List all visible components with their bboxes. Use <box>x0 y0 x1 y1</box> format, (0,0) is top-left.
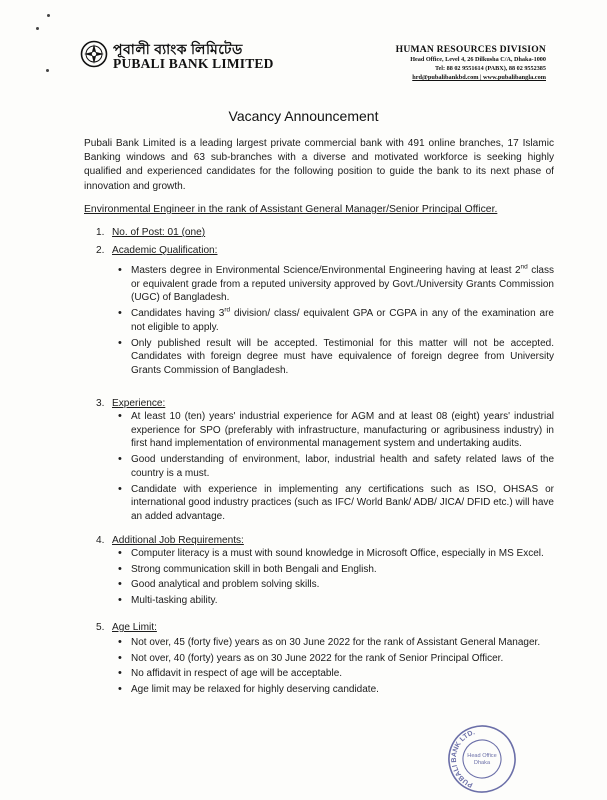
section-age-limit <box>96 622 157 633</box>
bank-emblem-icon <box>80 40 108 68</box>
section-additional-requirements <box>96 535 244 546</box>
office-address: Head Office, Level 4, 26 Dilkusha C/A, Dhaka-1000 <box>410 56 546 63</box>
section-number: 5. <box>96 622 105 633</box>
list-item: • Candidate with experience in implementing any certifications such as ISO, OHSAS or international good industry practices (such as IFC/ World Bank/ ADB/ JICA/ DFID etc.) will have an added advantage. <box>118 483 554 524</box>
section-number: 4. <box>96 535 105 546</box>
list-item: • Good analytical and problem solving skills. <box>118 578 554 592</box>
experience-list <box>118 410 554 526</box>
position-title: Environmental Engineer in the rank of Assistant General Manager/Senior Principal Officer. <box>84 204 498 215</box>
section-number: 1. <box>96 227 105 238</box>
list-item: • Age limit may be relaxed for highly deserving candidate. <box>118 683 554 697</box>
bank-name-bengali: পূবালী ব্যাংক লিমিটেড <box>113 43 243 58</box>
list-item: • At least 10 (ten) years' industrial experience for AGM and at least 08 (eight) years' industrial experience for SPO (preferably with infrastructure, manufacturing or agribusiness industry) in first hand implementation of environmental management system and undertaking audits. <box>118 410 554 451</box>
section-label: Experience: <box>112 398 166 409</box>
section-label: No. of Post: 01 (one) <box>112 227 206 238</box>
list-item: • Multi-tasking ability. <box>118 594 554 608</box>
email-website-links: hrd@pubalibankbd.com | www.pubalibangla.com <box>412 74 546 81</box>
section-number: 3. <box>96 398 105 409</box>
section-academic-qualification <box>96 245 217 256</box>
page-title: Vacancy Announcement <box>228 108 379 124</box>
head-office-stamp <box>446 723 518 795</box>
additional-requirements-list <box>118 547 554 610</box>
bank-logo <box>80 38 274 80</box>
section-label: Additional Job Requirements: <box>112 535 244 546</box>
bank-name-english: PUBALI BANK LIMITED <box>113 56 274 71</box>
section-experience <box>96 398 165 409</box>
stamp-center-line-1: Head Office <box>467 753 497 759</box>
list-item: • No affidavit in respect of age will be acceptable. <box>118 667 554 681</box>
academic-qualification-list <box>118 264 554 380</box>
division-name: HUMAN RESOURCES DIVISION <box>395 44 546 55</box>
list-item: • Not over, 45 (forty five) years as on 30 June 2022 for the rank of Assistant General Manager. <box>118 636 554 650</box>
section-label: Age Limit: <box>112 622 157 633</box>
list-item: • Candidates having 3rd division/ class/ equivalent GPA or CGPA in any of the examination are not eligible to apply. <box>118 307 554 334</box>
list-item: • Only published result will be accepted. Testimonial for this matter will not be accepted. Candidates with foreign degree must have equivalence of foreign degree from University Grants Commission of Bangladesh. <box>118 337 554 378</box>
telephone-numbers: Tel: 88 02 9551614 (PABX), 88 02 9552385 <box>434 65 546 72</box>
section-number-of-posts <box>96 227 205 238</box>
section-number: 2. <box>96 245 105 256</box>
stamp-center-line-2: Dhaka <box>473 760 491 766</box>
hr-division-contact <box>396 44 546 83</box>
intro-paragraph: Pubali Bank Limited is a leading largest private commercial bank with 491 online branches, 17 Islamic Banking windows and 63 sub-branches with a diverse and motivated workforce is seeking highly qualified and experienced candidates for the following position to guide the bank to its next phase of innovation and growth. <box>84 138 554 192</box>
list-item: • Strong communication skill in both Bengali and English. <box>118 563 554 577</box>
list-item: • Good understanding of environment, labor, industrial health and safety related laws of the country is a must. <box>118 453 554 480</box>
age-limit-list <box>118 636 554 699</box>
list-item: • Not over, 40 (forty) years as on 30 June 2022 for the rank of Senior Principal Officer. <box>118 652 554 666</box>
list-item: • Computer literacy is a must with sound knowledge in Microsoft Office, especially in MS Excel. <box>118 547 554 561</box>
section-label: Academic Qualification: <box>112 245 218 256</box>
list-item: • Masters degree in Environmental Science/Environmental Engineering having at least 2nd class or equivalent grade from a reputed university approved by Govt./University Grants Commission (UGC) of Bangladesh. <box>118 264 554 305</box>
stamp-ring-text: PUBALI BANK LTD. <box>450 729 476 789</box>
